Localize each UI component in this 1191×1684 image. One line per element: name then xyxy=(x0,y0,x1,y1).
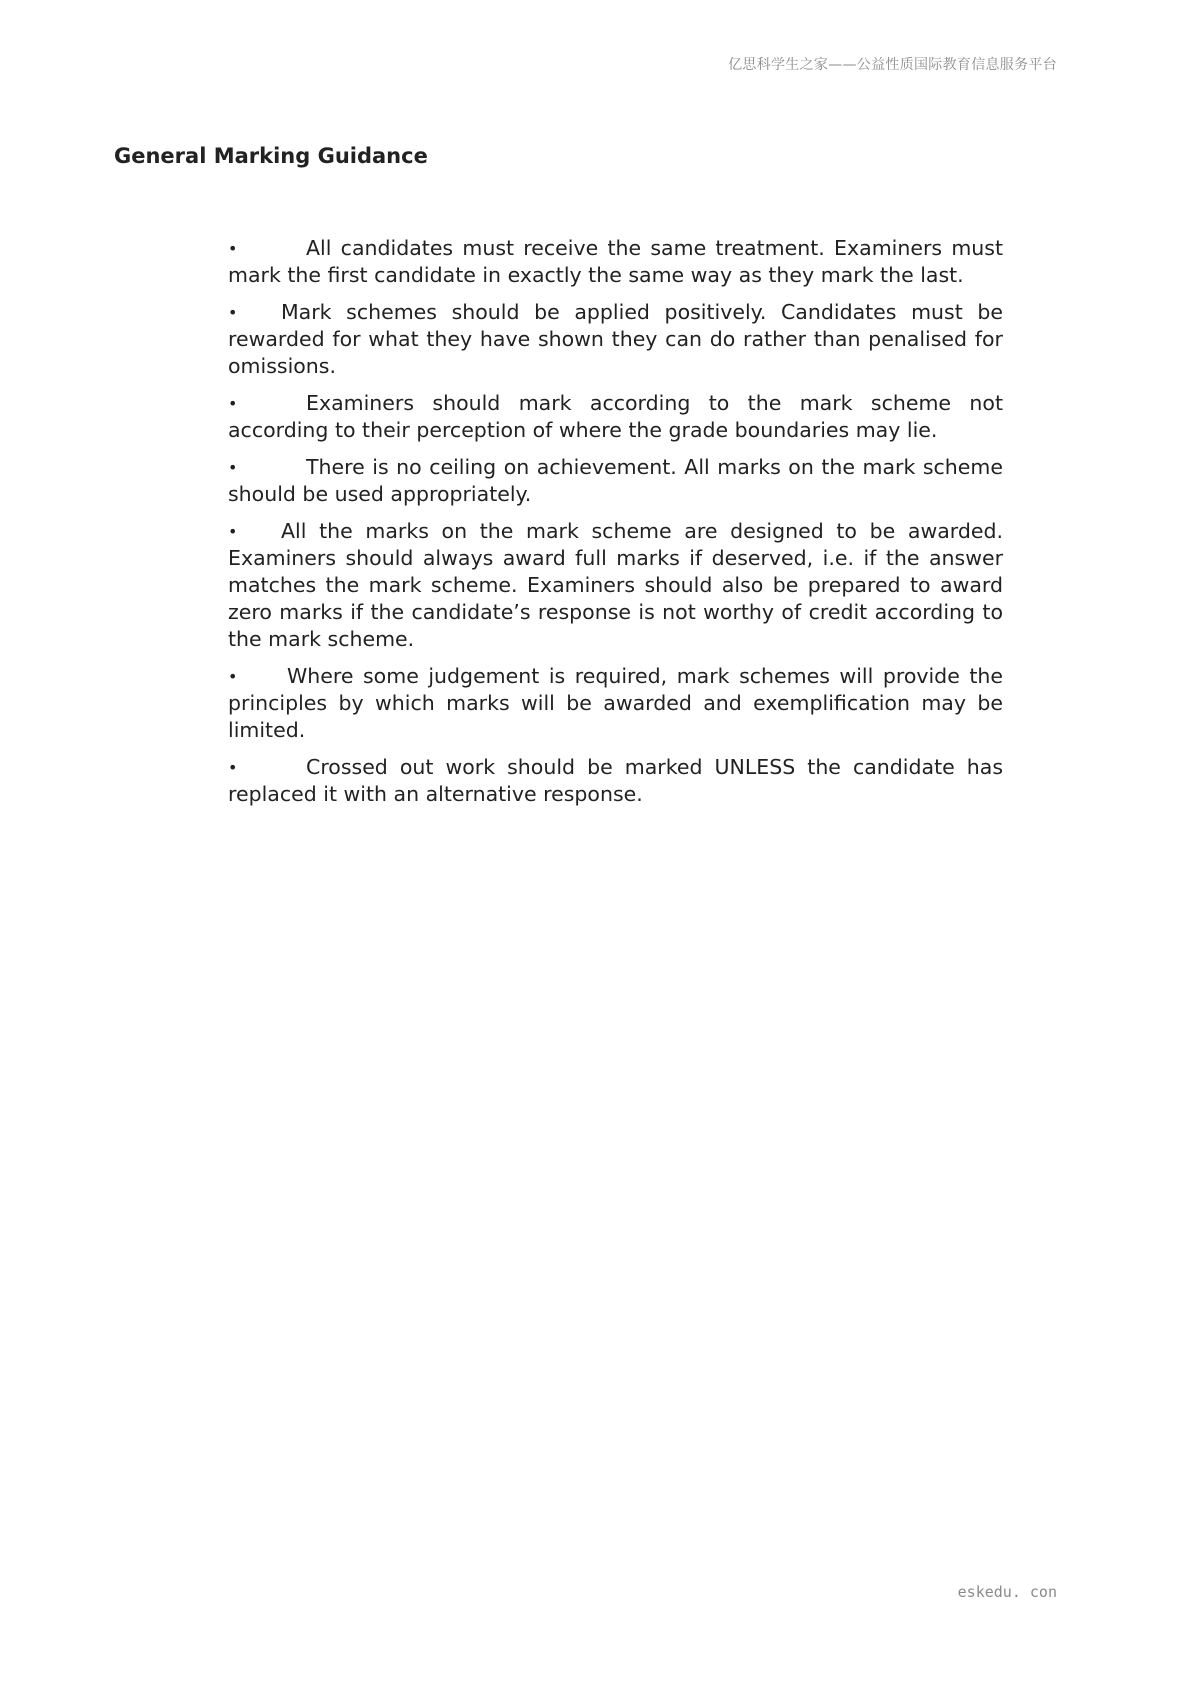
guidance-item-text: There is no ceiling on achievement. All marks on the mark scheme should be used appropriately. xyxy=(228,455,1003,506)
page-title: General Marking Guidance xyxy=(114,144,428,168)
guidance-item xyxy=(228,299,1003,380)
guidance-item xyxy=(228,454,1003,508)
guidance-item xyxy=(228,390,1003,444)
bullet-icon: • xyxy=(228,458,238,477)
guidance-item-text: All candidates must receive the same treatment. Examiners must mark the first candidate in exactly the same way as they mark the last. xyxy=(228,236,1003,287)
guidance-list xyxy=(228,235,1003,818)
bullet-icon: • xyxy=(228,239,238,258)
bullet-icon: • xyxy=(228,667,238,686)
bullet-icon: • xyxy=(228,303,238,322)
guidance-item xyxy=(228,663,1003,744)
guidance-item xyxy=(228,235,1003,289)
bullet-icon: • xyxy=(228,522,238,541)
bullet-icon: • xyxy=(228,394,238,413)
guidance-item xyxy=(228,754,1003,808)
page-header-site-text: 亿思科学生之家——公益性质国际教育信息服务平台 xyxy=(728,57,1057,73)
guidance-item-text: Examiners should mark according to the mark scheme not according to their perception of where the grade boundaries may lie. xyxy=(228,391,1003,442)
bullet-icon: • xyxy=(228,758,238,777)
guidance-item-text: All the marks on the mark scheme are designed to be awarded. Examiners should always award full marks if deserved, i.e. if the answer matches the mark scheme. Examiners should also be prepared to award zero marks if the candidate’s response is not worthy of credit according to the mark scheme. xyxy=(228,519,1003,651)
guidance-item-text: Crossed out work should be marked UNLESS the candidate has replaced it with an alternative response. xyxy=(228,755,1003,806)
guidance-item xyxy=(228,518,1003,653)
page-footer-site-url: eskedu. con xyxy=(957,1583,1057,1601)
guidance-item-text: Where some judgement is required, mark schemes will provide the principles by which marks will be awarded and exemplification may be limited. xyxy=(228,664,1003,742)
guidance-item-text: Mark schemes should be applied positively. Candidates must be rewarded for what they have shown they can do rather than penalised for omissions. xyxy=(228,300,1003,378)
